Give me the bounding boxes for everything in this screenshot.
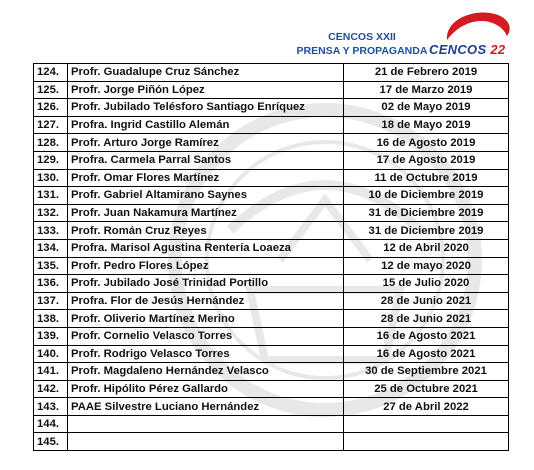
row-date: 16 de Agosto 2019 [344, 134, 509, 152]
table-row [34, 222, 509, 240]
row-number: 133. [34, 222, 68, 240]
row-date: 28 de Junio 2021 [344, 310, 509, 328]
row-number: 137. [34, 292, 68, 310]
row-name: Profr. Román Cruz Reyes [68, 222, 344, 240]
table-row [34, 169, 509, 187]
row-name: Profr. Arturo Jorge Ramírez [68, 134, 344, 152]
table-row [34, 433, 509, 451]
row-date: 25 de Octubre 2021 [344, 380, 509, 398]
row-name: Profr. Jubilado José Trinidad Portillo [68, 275, 344, 293]
row-date: 28 de Junio 2021 [344, 292, 509, 310]
row-name: Profr. Cornelio Velasco Torres [68, 327, 344, 345]
row-name: Profra. Flor de Jesús Hernández [68, 292, 344, 310]
table-row [34, 398, 509, 416]
row-name: Profr. Magdaleno Hernández Velasco [68, 363, 344, 381]
table-row [34, 363, 509, 381]
row-name: Profr. Pedro Flores López [68, 257, 344, 275]
row-date [344, 415, 509, 433]
row-date: 31 de Diciembre 2019 [344, 204, 509, 222]
table-row [34, 134, 509, 152]
row-number: 134. [34, 239, 68, 257]
row-name [68, 433, 344, 451]
table-row [34, 187, 509, 205]
row-date: 27 de Abril 2022 [344, 398, 509, 416]
row-number: 128. [34, 134, 68, 152]
row-date: 11 de Octubre 2019 [344, 169, 509, 187]
row-number: 139. [34, 327, 68, 345]
row-number: 130. [34, 169, 68, 187]
table-row [34, 81, 509, 99]
row-date: 17 de Marzo 2019 [344, 81, 509, 99]
roster-body [34, 64, 509, 451]
row-number: 135. [34, 257, 68, 275]
row-date: 18 de Mayo 2019 [344, 116, 509, 134]
row-name: Profr. Gabriel Altamirano Saynes [68, 187, 344, 205]
row-date: 17 de Agosto 2019 [344, 151, 509, 169]
row-number: 142. [34, 380, 68, 398]
logo-number: 22 [490, 42, 506, 57]
row-date: 02 de Mayo 2019 [344, 99, 509, 117]
row-number: 125. [34, 81, 68, 99]
row-number: 145. [34, 433, 68, 451]
row-name: Profr. Guadalupe Cruz Sánchez [68, 64, 344, 82]
row-name: Profra. Marisol Agustina Rentería Loaeza [68, 239, 344, 257]
table-row [34, 380, 509, 398]
row-date: 12 de Abril 2020 [344, 239, 509, 257]
row-date: 12 de mayo 2020 [344, 257, 509, 275]
row-name: Profra. Carmela Parral Santos [68, 151, 344, 169]
row-date: 16 de Agosto 2021 [344, 345, 509, 363]
table-row [34, 116, 509, 134]
table-row [34, 345, 509, 363]
row-name: Profr. Jorge Piñón López [68, 81, 344, 99]
header-title [292, 30, 432, 58]
row-name: PAAE Silvestre Luciano Hernández [68, 398, 344, 416]
row-number: 127. [34, 116, 68, 134]
row-number: 126. [34, 99, 68, 117]
row-name: Profr. Juan Nakamura Martínez [68, 204, 344, 222]
row-number: 129. [34, 151, 68, 169]
row-number: 138. [34, 310, 68, 328]
table-row [34, 204, 509, 222]
table-row [34, 327, 509, 345]
row-name: Profra. Ingrid Castillo Alemán [68, 116, 344, 134]
row-name: Profr. Jubilado Telésforo Santiago Enríquez [68, 99, 344, 117]
row-name: Profr. Oliverio Martínez Merino [68, 310, 344, 328]
row-number: 143. [34, 398, 68, 416]
row-number: 144. [34, 415, 68, 433]
table-row [34, 292, 509, 310]
table-row [34, 415, 509, 433]
row-number: 136. [34, 275, 68, 293]
row-name: Profr. Hipólito Pérez Gallardo [68, 380, 344, 398]
logo-text: CENCOS [429, 42, 487, 57]
table-row [34, 151, 509, 169]
row-date: 30 de Septiembre 2021 [344, 363, 509, 381]
table-row [34, 239, 509, 257]
table-row [34, 310, 509, 328]
roster-table [33, 63, 509, 451]
row-date: 21 de Febrero 2019 [344, 64, 509, 82]
logo-swoosh-icon [425, 6, 525, 46]
row-number: 131. [34, 187, 68, 205]
row-date: 15 de Julio 2020 [344, 275, 509, 293]
header-line-2: PRENSA Y PROPAGANDA [296, 45, 428, 57]
row-number: 140. [34, 345, 68, 363]
row-number: 141. [34, 363, 68, 381]
logo-wordmark [429, 42, 505, 57]
row-date: 31 de Diciembre 2019 [344, 222, 509, 240]
table-row [34, 257, 509, 275]
table-row [34, 99, 509, 117]
header-line-1: CENCOS XXII [328, 31, 396, 43]
row-date [344, 433, 509, 451]
row-name: Profr. Rodrigo Velasco Torres [68, 345, 344, 363]
row-date: 16 de Agosto 2021 [344, 327, 509, 345]
row-number: 132. [34, 204, 68, 222]
table-row [34, 275, 509, 293]
row-name: Profr. Omar Flores Martínez [68, 169, 344, 187]
cencos-logo [425, 6, 525, 62]
row-name [68, 415, 344, 433]
row-date: 10 de Diciembre 2019 [344, 187, 509, 205]
row-number: 124. [34, 64, 68, 82]
table-row [34, 64, 509, 82]
